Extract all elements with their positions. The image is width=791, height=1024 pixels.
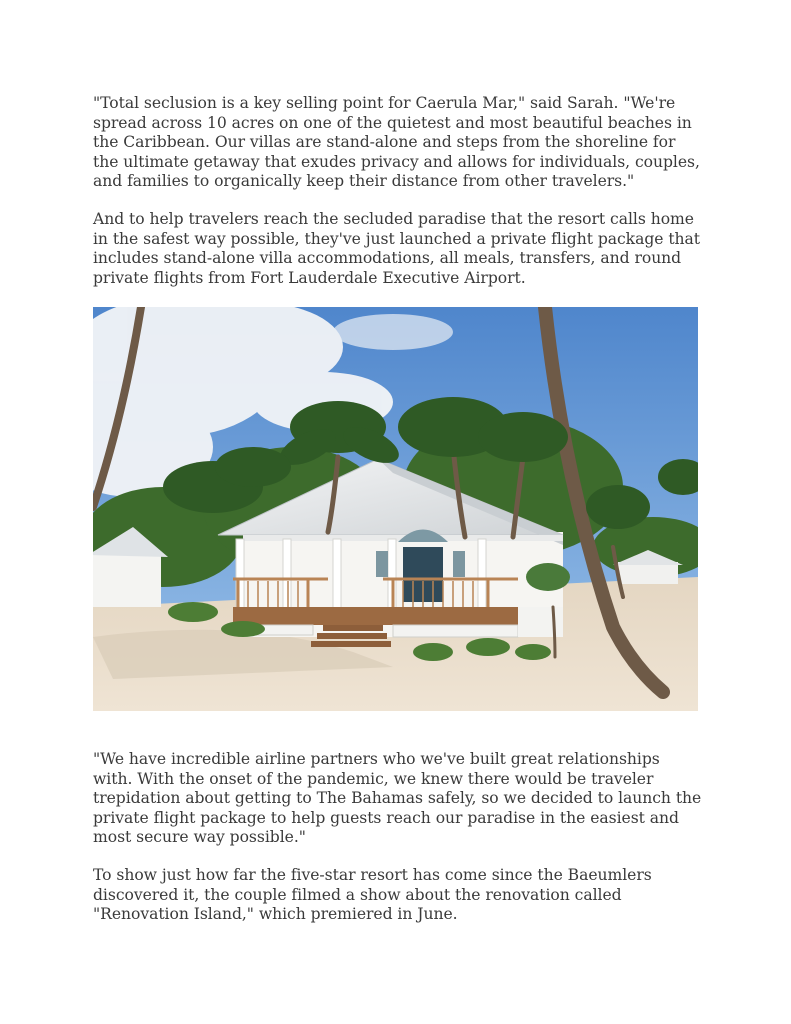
paragraph-seclusion-quote: "Total seclusion is a key selling point for Caerula Mar," said Sarah. "We're spread across 10 acres on one of the quietest and most beautiful beaches in the Caribbean. Our villas are stand-alone and steps from the shoreline for the ultimate getaway that exudes privacy and allows for individuals, couples, and families to organically keep their distance from other travelers." xyxy=(93,94,700,191)
villa-photo xyxy=(93,307,698,711)
paragraph-renovation-island: To show just how far the five-star resort has come since the Baeumlers discovered it, the couple filmed a show about the renovation called "Renovation Island," which premiered in June. xyxy=(93,866,652,924)
paragraph-private-flight-package: And to help travelers reach the secluded paradise that the resort calls home in the safest way possible, they've just launched a private flight package that includes stand-alone villa accommodations, all meals, transfers, and round private flights from Fort Lauderdale Executive Airport. xyxy=(93,210,701,287)
paragraph-airline-partners-quote: "We have incredible airline partners who we've built great relationships with. With the onset of the pandemic, we knew there would be traveler trepidation about getting to The Bahamas safely, so we decided to launch the private flight package to help guests reach our paradise in the easiest and most secure way possible." xyxy=(93,750,702,847)
